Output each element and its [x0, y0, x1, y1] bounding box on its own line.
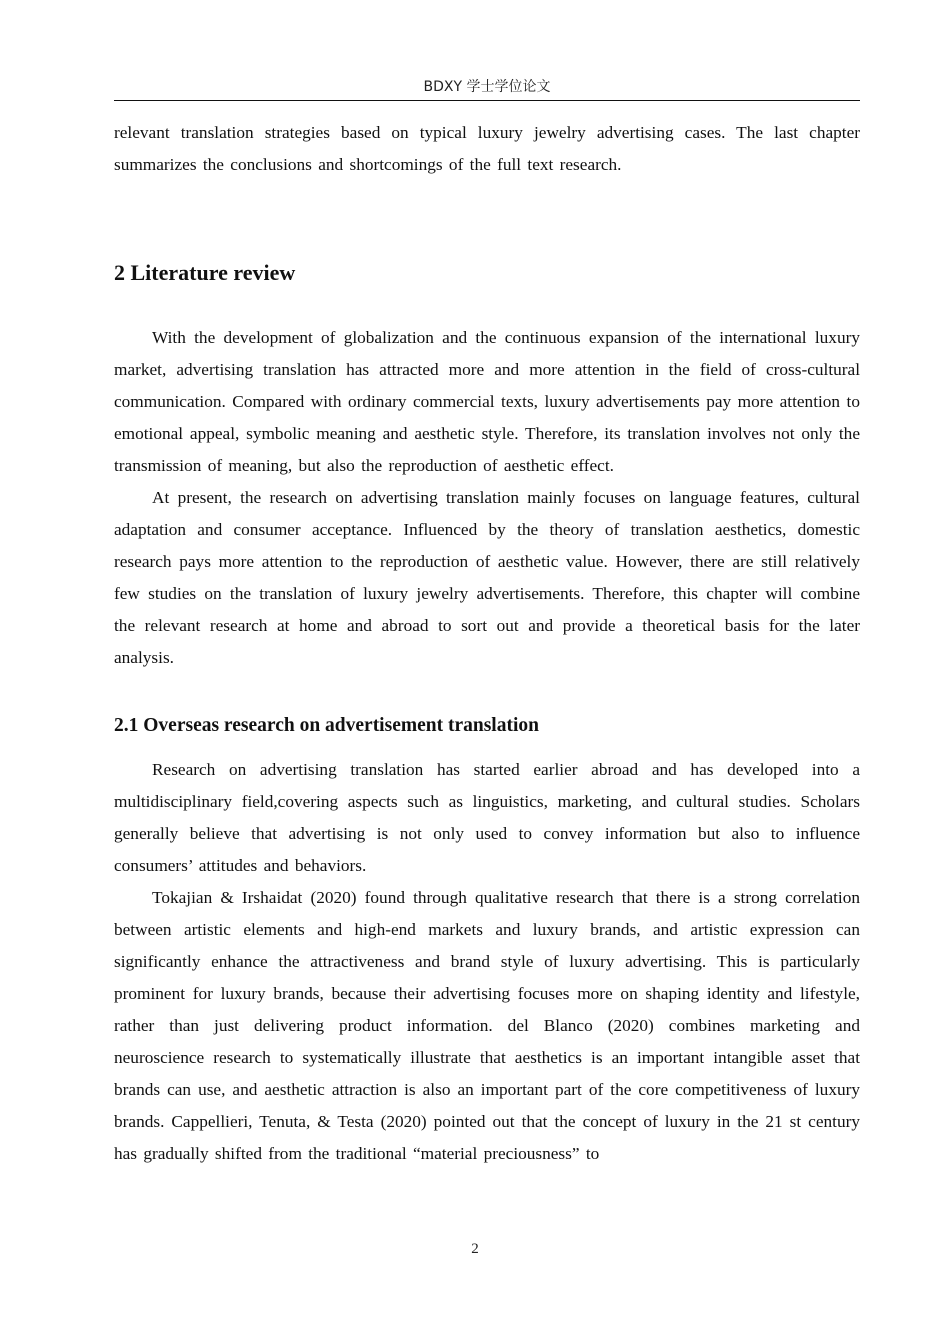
running-header: BDXY 学士学位论文 — [114, 76, 860, 101]
section-heading-literature-review: 2 Literature review — [114, 260, 296, 285]
intro-paragraph: relevant translation strategies based on typical luxury jewelry advertising cases. The last chapter summarizes the conclusions and shortcomings of the full text research. — [114, 123, 860, 174]
subsection-heading-overseas-research: 2.1 Overseas research on advertisement translation — [114, 715, 539, 736]
body-paragraph: With the development of globalization and the continuous expansion of the international luxury market, advertising translation has attracted more and more attention in the field of cross-cultural communication. Compared with ordinary commercial texts, luxury advertisements pay more attention to emotional appeal, symbolic meaning and aesthetic style. Therefore, its translation involves not only the transmission of meaning, but also the reproduction of aesthetic effect. — [114, 328, 860, 475]
body-paragraph: At present, the research on advertising translation mainly focuses on language features, cultural adaptation and consumer acceptance. Influenced by the theory of translation aesthetics, domestic research pays more attention to the reproduction of aesthetic value. However, there are still relatively few studies on the translation of luxury jewelry advertisements. Therefore, this chapter will combine the relevant research at home and abroad to sort out and provide a theoretical basis for the later analysis. — [114, 488, 860, 667]
page-content — [114, 117, 860, 1170]
body-paragraph: Research on advertising translation has started earlier abroad and has developed into a multidisciplinary field,covering aspects such as linguistics, marketing, and cultural studies. Scholars generally believe that advertising is not only used to convey information but also to influence consumers’ attitudes and behaviors. — [114, 760, 860, 875]
page-number: 2 — [471, 1241, 479, 1257]
body-paragraph: Tokajian & Irshaidat (2020) found through qualitative research that there is a strong correlation between artistic elements and high-end markets and luxury brands, and artistic expression can significantly enhance the attractiveness and brand style of luxury advertising. This is particularly prominent for luxury brands, because their advertising focuses more on shaping identity and lifestyle, rather than just delivering product information. del Blanco (2020) combines marketing and neuroscience research to systematically illustrate that aesthetics is an important intangible asset that brands can use, and aesthetic attraction is also an important part of the core competitiveness of luxury brands. Cappellieri, Tenuta, & Testa (2020) pointed out that the concept of luxury in the 21 st century has gradually shifted from the traditional “material preciousness” to — [114, 888, 860, 1163]
